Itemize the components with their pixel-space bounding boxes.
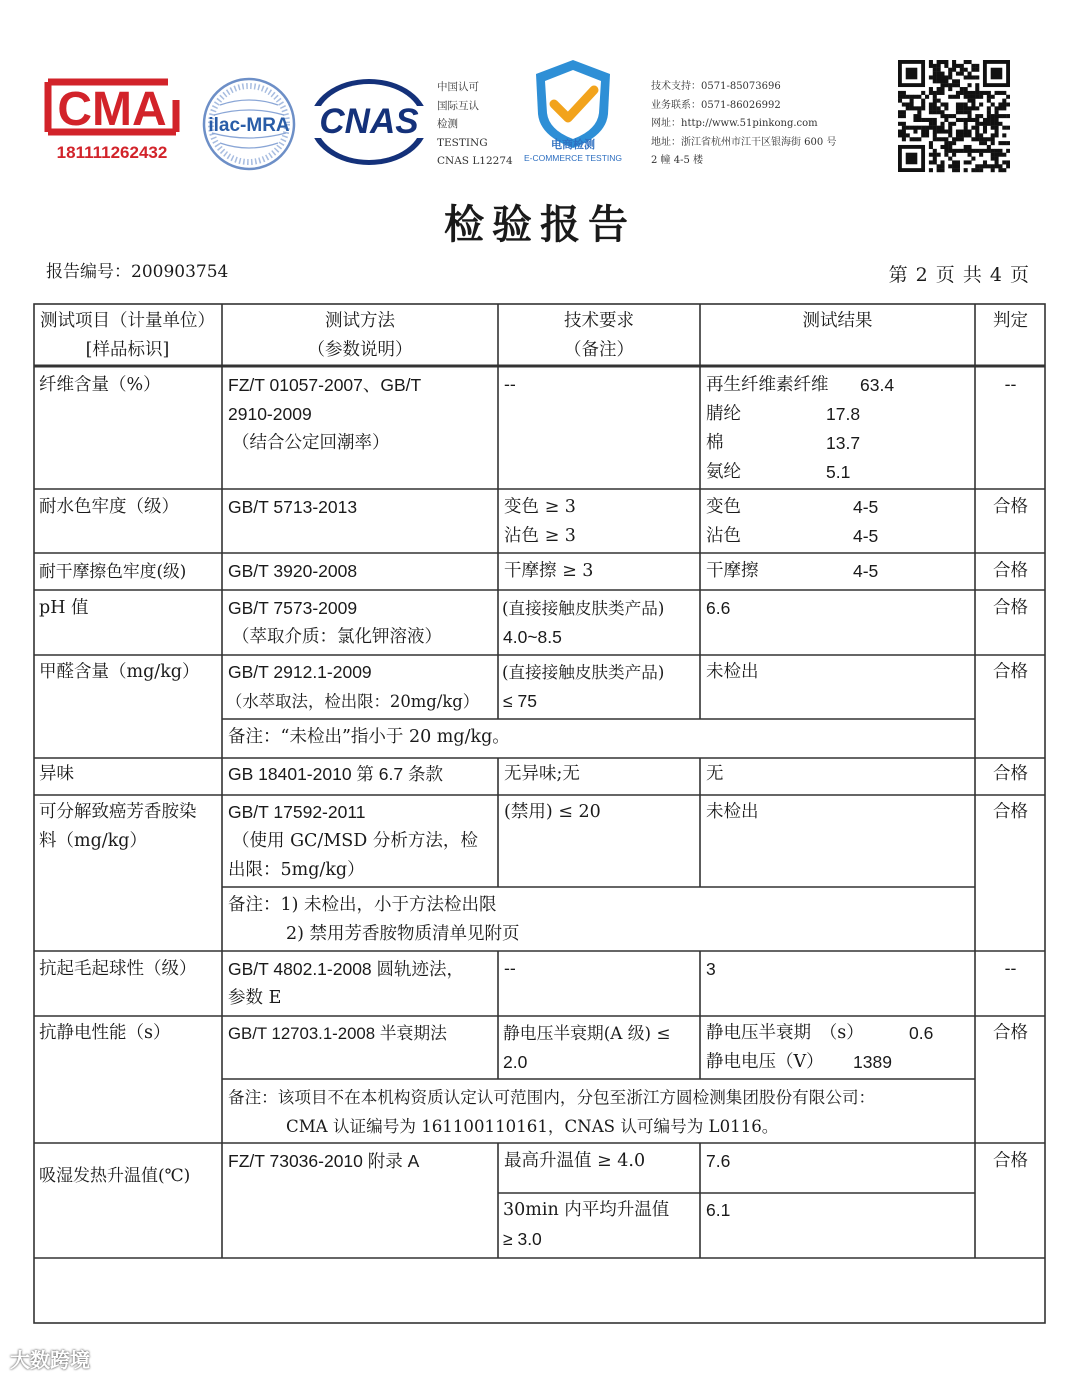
row-static-result-name: 静电压半衰期 （s） bbox=[706, 1023, 864, 1043]
row-heat-requirement: 30min 内平均升温值 bbox=[503, 1200, 670, 1220]
row-fiber-method: 2910-2009 bbox=[228, 404, 312, 424]
contact-info bbox=[651, 78, 891, 171]
row-water-result-value: 4-5 bbox=[853, 526, 879, 546]
header-requirement-sub: （备注） bbox=[564, 340, 634, 360]
row-static-result-value: 1389 bbox=[853, 1052, 892, 1072]
row-fiber-verdict: -- bbox=[1004, 375, 1017, 395]
qr-code-icon bbox=[898, 60, 1010, 174]
row-azo-requirement: (禁用) ≤ 20 bbox=[504, 802, 601, 822]
row-formaldehyde-requirement: (直接接触皮肤类产品) bbox=[502, 663, 665, 682]
row-static-note: 备注：该项目不在本机构资质认定认可范围内，分包至浙江方圆检测集团股份有限公司： bbox=[228, 1088, 876, 1107]
header-verdict: 判定 bbox=[993, 311, 1028, 331]
row-fiber-result-value: 17.8 bbox=[826, 404, 861, 424]
row-rub-requirement: 干摩擦 ≥ 3 bbox=[504, 561, 594, 581]
row-water-result-value: 4-5 bbox=[853, 497, 879, 517]
cnas-text-line: 检测 bbox=[437, 118, 458, 130]
row-pilling-verdict: -- bbox=[1004, 959, 1017, 979]
row-fiber-result-value: 13.7 bbox=[826, 433, 861, 453]
row-azo-item: 可分解致癌芳香胺染 bbox=[39, 802, 197, 822]
cnas-text-line: 国际互认 bbox=[437, 99, 479, 112]
row-static-requirement: 静电压半衰期(A 级) ≤ bbox=[503, 1023, 671, 1043]
cnas-logo-text: CNAS bbox=[319, 102, 419, 141]
row-odor-item: 异味 bbox=[39, 764, 74, 784]
row-pilling-method: 参数 E bbox=[228, 988, 282, 1008]
cnas-text-line: CNAS L12274 bbox=[437, 155, 513, 167]
contact-line: 技术支持：0571-85073696 bbox=[651, 81, 781, 92]
contact-line: 业务联系：0571-86026992 bbox=[651, 99, 781, 111]
row-heat-requirement: 最高升温值 ≥ 4.0 bbox=[504, 1151, 646, 1171]
row-odor-result: 无 bbox=[706, 764, 724, 784]
row-ph-requirement: (直接接触皮肤类产品) bbox=[502, 599, 665, 618]
row-water-method: GB/T 5713-2013 bbox=[228, 497, 358, 517]
row-water-result-name: 沾色 bbox=[706, 526, 741, 546]
row-ph-method: （萃取介质：氯化钾溶液） bbox=[232, 627, 442, 647]
ilac-mra-logo bbox=[200, 75, 298, 173]
row-formaldehyde-item: 甲醛含量（mg/kg） bbox=[39, 662, 200, 682]
ecommerce-testing-logo bbox=[518, 56, 628, 168]
row-odor-method: GB 18401-2010 第 6.7 条款 bbox=[228, 764, 443, 784]
cnas-text-line: TESTING bbox=[437, 136, 488, 149]
row-static-note: CMA 认证编号为 161100110161，CNAS 认可编号为 L0116。 bbox=[286, 1117, 779, 1136]
ecommerce-logo-cn: 电商检测 bbox=[551, 138, 595, 151]
row-static-verdict: 合格 bbox=[993, 1023, 1028, 1043]
cnas-accreditation-text bbox=[437, 78, 517, 171]
row-rub-result-value: 4-5 bbox=[853, 561, 879, 581]
row-formaldehyde-method: （水萃取法，检出限：20mg/kg） bbox=[226, 692, 480, 711]
row-azo-method: （使用 GC/MSD 分析方法，检 bbox=[232, 831, 478, 851]
row-static-method: GB/T 12703.1-2008 半衰期法 bbox=[228, 1024, 447, 1043]
row-fiber-requirement: -- bbox=[504, 375, 516, 395]
row-water-requirement: 变色 ≥ 3 bbox=[504, 497, 576, 517]
row-fiber-result-name: 氨纶 bbox=[706, 462, 741, 482]
row-pilling-requirement: -- bbox=[504, 959, 516, 979]
row-fiber-item: 纤维含量（%） bbox=[39, 375, 161, 395]
row-pilling-item: 抗起毛起球性（级） bbox=[39, 959, 197, 979]
cnas-logo bbox=[308, 76, 430, 168]
row-formaldehyde-verdict: 合格 bbox=[993, 662, 1028, 682]
row-fiber-result-name: 棉 bbox=[706, 433, 724, 453]
row-rub-verdict: 合格 bbox=[993, 561, 1028, 581]
row-azo-item: 料（mg/kg） bbox=[39, 831, 147, 851]
row-water-result-name: 变色 bbox=[706, 497, 741, 517]
row-formaldehyde-requirement: ≤ 75 bbox=[503, 691, 537, 711]
header-method-sub: （参数说明） bbox=[307, 340, 413, 360]
cnas-text-line: 中国认可 bbox=[437, 81, 479, 93]
row-fiber-result-name: 腈纶 bbox=[706, 404, 741, 424]
row-fiber-method: FZ/T 01057-2007、GB/T bbox=[228, 375, 422, 395]
row-static-result-name: 静电电压（V） bbox=[706, 1052, 824, 1072]
ecommerce-logo-en: E-COMMERCE TESTING bbox=[523, 153, 623, 163]
row-static-item: 抗静电性能（s） bbox=[39, 1023, 171, 1043]
row-water-requirement: 沾色 ≥ 3 bbox=[504, 526, 576, 546]
row-odor-requirement: 无异味;无 bbox=[504, 764, 580, 784]
header-item-sub: [样品标识] bbox=[85, 340, 170, 360]
cma-logo bbox=[38, 70, 186, 165]
row-pilling-result: 3 bbox=[706, 959, 716, 979]
row-azo-verdict: 合格 bbox=[993, 802, 1028, 822]
row-pilling-method: GB/T 4802.1-2008 圆轨迹法， bbox=[228, 959, 465, 979]
page-indicator: 第 2 页 共 4 页 bbox=[888, 264, 1030, 286]
row-static-requirement: 2.0 bbox=[503, 1052, 528, 1072]
row-water-verdict: 合格 bbox=[993, 497, 1028, 517]
report-number: 报告编号：200903754 bbox=[46, 262, 229, 282]
row-heat-verdict: 合格 bbox=[993, 1151, 1028, 1171]
ilac-logo-text: ilac-MRA bbox=[208, 115, 290, 136]
row-rub-method: GB/T 3920-2008 bbox=[228, 561, 358, 581]
row-ph-requirement: 4.0~8.5 bbox=[503, 627, 562, 647]
watermark: 大数跨境 bbox=[10, 1348, 90, 1372]
row-azo-result: 未检出 bbox=[706, 802, 759, 822]
row-ph-result: 6.6 bbox=[706, 598, 731, 618]
contact-line: 2 幢 4-5 楼 bbox=[651, 155, 704, 166]
header-method: 测试方法 bbox=[325, 311, 395, 331]
row-static-result-value: 0.6 bbox=[909, 1023, 934, 1043]
row-water-item: 耐水色牢度（级） bbox=[39, 497, 179, 517]
header-item: 测试项目（计量单位） bbox=[40, 311, 215, 331]
header-result: 测试结果 bbox=[802, 311, 873, 331]
row-ph-method: GB/T 7573-2009 bbox=[228, 598, 358, 618]
cma-logo-text: CMA bbox=[57, 83, 167, 136]
row-formaldehyde-result: 未检出 bbox=[706, 662, 759, 682]
contact-line: 地址：浙江省杭州市江干区银海街 600 号 bbox=[651, 136, 837, 148]
row-azo-note: 备注：1) 未检出，小于方法检出限 bbox=[228, 895, 497, 915]
row-fiber-result-name: 再生纤维素纤维 bbox=[706, 375, 829, 395]
row-azo-method: GB/T 17592-2011 bbox=[228, 802, 366, 822]
row-heat-method: FZ/T 73036-2010 附录 A bbox=[228, 1151, 420, 1171]
document-title: 检验报告 bbox=[444, 201, 636, 248]
row-rub-item: 耐干摩擦色牢度(级) bbox=[39, 561, 187, 581]
row-heat-result: 7.6 bbox=[706, 1151, 731, 1171]
row-heat-result: 6.1 bbox=[706, 1200, 731, 1220]
row-odor-verdict: 合格 bbox=[993, 764, 1028, 784]
row-ph-item: pH 值 bbox=[39, 598, 89, 618]
row-heat-requirement: ≥ 3.0 bbox=[503, 1229, 542, 1249]
row-formaldehyde-method: GB/T 2912.1-2009 bbox=[228, 662, 372, 682]
contact-line[interactable]: 网址：http://www.51pinkong.com bbox=[651, 118, 818, 129]
row-fiber-result-value: 5.1 bbox=[826, 462, 851, 482]
cma-number: 181111262432 bbox=[56, 143, 168, 162]
row-azo-method: 出限：5mg/kg） bbox=[228, 860, 365, 880]
row-heat-item: 吸湿发热升温值(℃) bbox=[39, 1166, 191, 1186]
row-formaldehyde-note: 备注：“未检出”指小于 20 mg/kg。 bbox=[228, 727, 510, 747]
row-azo-note: 2) 禁用芳香胺物质清单见附页 bbox=[286, 924, 520, 944]
row-rub-result-name: 干摩擦 bbox=[706, 561, 759, 581]
row-fiber-method: （结合公定回潮率） bbox=[232, 433, 390, 453]
header-requirement: 技术要求 bbox=[564, 311, 634, 331]
row-fiber-result-value: 63.4 bbox=[860, 375, 895, 395]
row-ph-verdict: 合格 bbox=[993, 598, 1028, 618]
